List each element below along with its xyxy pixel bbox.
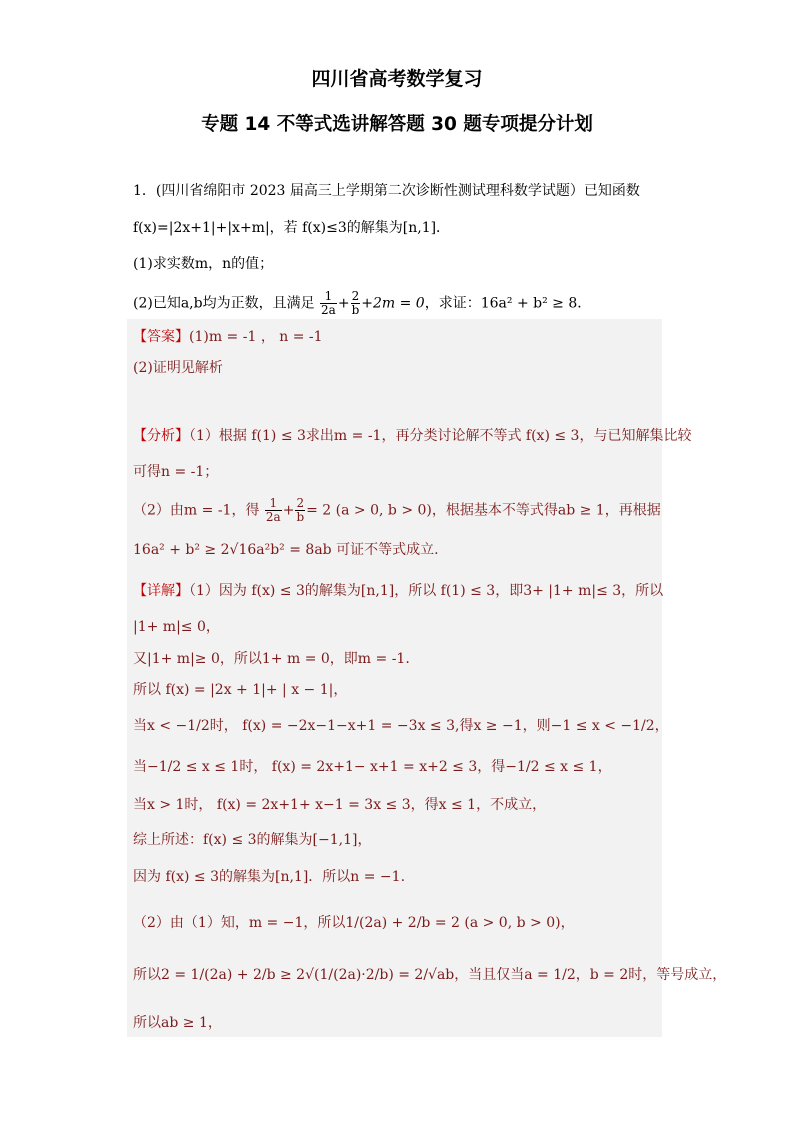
detail-line-2: |1+ m|≤ 0， <box>133 619 220 635</box>
detail-line-3: 又|1+ m|≥ 0，所以1+ m = 0，即m = -1. <box>133 651 410 667</box>
analysis-line-4: 16a² + b² ≥ 2√16a²b² = 8ab 可证不等式成立. <box>133 542 439 558</box>
detail-text-1: （1）因为 f(x) ≤ 3的解集为[n,1]，所以 f(1) ≤ 3，即3+ |1+ m|≤ 3，所以 <box>189 583 664 599</box>
answer-line-1 <box>133 327 323 347</box>
analysis-text-3a: （2）由m = -1，得 <box>133 502 260 519</box>
problem-part2: (2)已知a,b均为正数，且满足 $\frac{1}{2a}$ + $\frac{2}{b}$ +2m = 0，求证：16a² + b² ≥ 8． <box>133 289 592 317</box>
fraction-2-over-b: $\frac{2}{b}$ <box>351 289 360 317</box>
problem-function: f(x)=|2x+1|+|x+m|，若 f(x)≤3的解集为[n,1]． <box>133 220 451 236</box>
problem-part2-claim: ，求证：16a² + b² ≥ 8． <box>424 295 592 312</box>
detail-line-9: 因为 f(x) ≤ 3的解集为[n,1]．所以n = −1. <box>133 869 406 885</box>
fraction-2-over-b: $\frac{2}{b}$ <box>296 496 305 524</box>
detail-line-6: 当−1/2 ≤ x ≤ 1时， f(x) = 2x+1− x+1 = x+2 ≤ 3，得−1/2 ≤ x ≤ 1， <box>133 759 612 775</box>
answer-label: 【答案】 <box>133 329 189 345</box>
answer-part1: (1)m = -1 ， n = -1 <box>189 329 323 345</box>
detail-line-12: 所以ab ≥ 1， <box>133 1015 222 1031</box>
problem-part2-text: (2)已知a,b均为正数，且满足 <box>133 295 315 312</box>
problem-part1: (1)求实数m，n的值； <box>133 256 274 272</box>
analysis-line-1 <box>133 426 691 446</box>
answer-part2: (2)证明见解析 <box>133 360 223 376</box>
detail-line-1 <box>133 581 663 601</box>
analysis-line-3: （2）由m = -1，得 $\frac{1}{2a}$ + $\frac{2}{b}$ = 2 (a > 0, b > 0)，根据基本不等式得ab ≥ 1，再根据 <box>133 496 661 524</box>
fraction-1-over-2a: $\frac{1}{2a}$ <box>265 496 281 524</box>
detail-line-5: 当x < −1/2时， f(x) = −2x−1−x+1 = −3x ≤ 3,得x ≥ −1，则−1 ≤ x < −1/2， <box>133 718 669 734</box>
analysis-text-1: （1）根据 f(1) ≤ 3求出m = -1，再分类讨论解不等式 f(x) ≤ 3，与已知解集比较 <box>189 428 692 444</box>
detail-line-7: 当x > 1时， f(x) = 2x+1+ x−1 = 3x ≤ 3，得x ≤ 1，不成立， <box>133 797 547 813</box>
document-subtitle: 专题 14 不等式选讲解答题 30 题专项提分计划 <box>201 114 593 135</box>
detail-line-4: 所以 f(x) = |2x + 1|+ | x − 1|， <box>133 682 348 698</box>
analysis-label: 【分析】 <box>133 428 189 444</box>
detail-line-8: 综上所述：f(x) ≤ 3的解集为[−1,1]， <box>133 832 372 848</box>
fraction-1-over-2a: $\frac{1}{2a}$ <box>321 289 336 317</box>
analysis-text-3b: = 2 (a > 0, b > 0)，根据基本不等式得ab ≥ 1，再根据 <box>306 502 661 519</box>
detail-label: 【详解】 <box>133 583 189 599</box>
analysis-line-2: 可得n = -1； <box>133 464 219 480</box>
detail-line-11: 所以2 = 1/(2a) + 2/b ≥ 2√(1/(2a)·2/b) = 2/√ab，当且仅当a = 1/2，b = 2时，等号成立， <box>133 967 727 983</box>
document-title: 四川省高考数学复习 <box>311 68 483 90</box>
detail-line-10: （2）由（1）知，m = −1，所以1/(2a) + 2/b = 2 (a > 0, b > 0)， <box>133 915 575 931</box>
problem-intro: 1．(四川省绵阳市 2023 届高三上学期第二次诊断性测试理科数学试题）已知函数 <box>133 183 640 199</box>
